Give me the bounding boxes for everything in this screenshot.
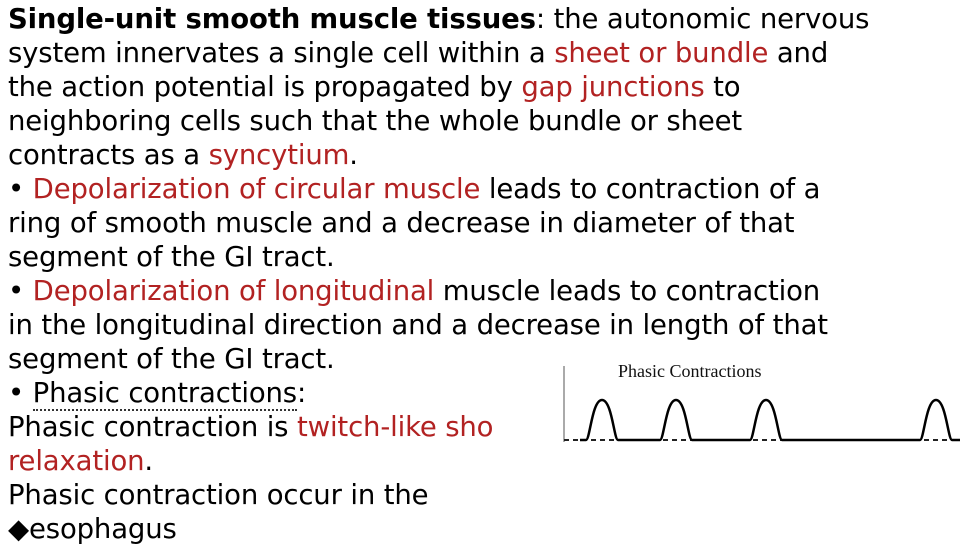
- bullet-line: [8, 172, 958, 206]
- text-line: in the longitudinal direction and a decrease in length of that: [8, 309, 828, 341]
- bullet: •: [8, 275, 33, 307]
- bullet-line: [8, 274, 958, 308]
- text-span: leads to contraction of a: [480, 173, 821, 205]
- text-line: Phasic contraction occur in the: [8, 479, 429, 511]
- highlight-term: syncytium: [208, 139, 350, 171]
- text-span: contracts as a: [8, 139, 209, 171]
- text-line: neighboring cells such that the whole bundle or sheet: [8, 105, 743, 137]
- phasic-contractions-figure: [556, 356, 960, 444]
- text-line: segment of the GI tract.: [8, 343, 335, 375]
- highlight-term: Depolarization of circular muscle: [32, 173, 481, 205]
- highlight-term: relaxation: [8, 445, 145, 477]
- text-line: [8, 36, 958, 70]
- text-line: [8, 70, 958, 104]
- text-line: ◆esophagus: [8, 513, 177, 545]
- text-line: ring of smooth muscle and a decrease in diameter of that: [8, 207, 795, 239]
- text-span: .: [349, 139, 358, 171]
- text-span: :: [296, 377, 307, 409]
- text-span: system innervates a single cell within a: [8, 37, 555, 69]
- bullet: •: [8, 377, 33, 409]
- text-line: [8, 2, 958, 36]
- highlight-term: gap junctions: [521, 71, 705, 103]
- text-span: muscle leads to contraction: [434, 275, 821, 307]
- contraction-waveform: [580, 400, 960, 440]
- text-span: .: [144, 445, 154, 477]
- underlined-term: Phasic contractions: [32, 377, 297, 409]
- heading-term: Single-unit smooth muscle tissues: [8, 3, 536, 35]
- highlight-term: twitch-like sho: [296, 411, 494, 443]
- text-line: segment of the GI tract.: [8, 241, 335, 273]
- text-span: the action potential is propagated by: [8, 71, 522, 103]
- text-span: : the autonomic nervous: [535, 3, 870, 35]
- highlight-term: Depolarization of longitudinal: [32, 275, 435, 307]
- text-span: and: [768, 37, 829, 69]
- text-span: Phasic contraction is: [8, 411, 297, 443]
- figure-title: Phasic Contractions: [618, 361, 762, 381]
- bullet: •: [8, 173, 33, 205]
- text-line: [8, 138, 958, 172]
- text-span: to: [704, 71, 741, 103]
- highlight-term: sheet or bundle: [554, 37, 769, 69]
- text-line: [8, 444, 958, 478]
- slide-body: [8, 2, 958, 546]
